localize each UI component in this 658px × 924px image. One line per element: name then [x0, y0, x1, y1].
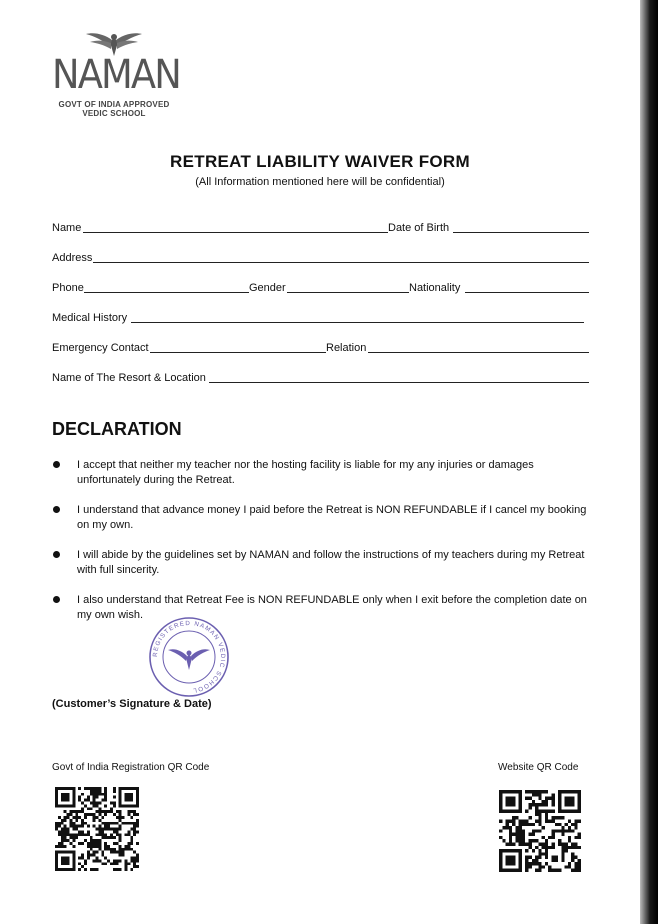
- gender-line[interactable]: [287, 292, 409, 293]
- medical-history-field[interactable]: [52, 310, 584, 326]
- row-resort: [52, 370, 589, 386]
- emergency-contact-label: Emergency Contact: [52, 342, 149, 354]
- nationality-line[interactable]: [465, 292, 589, 293]
- signature-label: (Customer’s Signature & Date): [52, 698, 212, 710]
- logo-tagline-1: GOVT OF INDIA APPROVED: [58, 100, 170, 109]
- form-title: RETREAT LIABILITY WAIVER FORM: [170, 152, 470, 171]
- medical-history-label: Medical History: [52, 312, 128, 324]
- bullet-icon: [53, 596, 60, 603]
- registration-qr-code[interactable]: [53, 787, 141, 871]
- medical-history-line[interactable]: [131, 322, 584, 323]
- declaration-text: I understand that advance money I paid before the Retreat is NON REFUNDABLE if I cancel my booking on my own.: [77, 504, 587, 531]
- phone-line[interactable]: [84, 292, 249, 293]
- nationality-label: Nationality: [409, 282, 461, 294]
- emergency-contact-field[interactable]: [52, 340, 326, 356]
- relation-line[interactable]: [368, 352, 589, 353]
- declaration-text: I also understand that Retreat Fee is NON REFUNDABLE only when I exit before the completion date on my own wish.: [77, 594, 587, 621]
- name-label: Name: [52, 222, 82, 234]
- emergency-contact-line[interactable]: [150, 352, 326, 353]
- website-qr-label: Website QR Code: [498, 762, 579, 773]
- school-stamp: [148, 616, 230, 698]
- logo-wordmark: NAMAN: [52, 52, 180, 98]
- resort-field[interactable]: [52, 370, 589, 386]
- bullet-icon: [53, 551, 60, 558]
- logo-tagline-2: VEDIC SCHOOL: [82, 109, 146, 118]
- naman-logo: [52, 28, 178, 120]
- declaration-text: I accept that neither my teacher nor the hosting facility is liable for my any injuries or damages unfortunately during the Retreat.: [77, 459, 534, 486]
- name-field[interactable]: [52, 220, 388, 236]
- registration-qr-label: Govt of India Registration QR Code: [52, 762, 210, 773]
- name-line[interactable]: [83, 232, 388, 233]
- declaration-text: I will abide by the guidelines set by NAMAN and follow the instructions of my teachers during my Retreat with full sincerity.: [77, 549, 585, 576]
- row-medical-history: [52, 310, 589, 326]
- form-subtitle: (All Information mentioned here will be confidential): [195, 176, 445, 188]
- gender-field[interactable]: [249, 280, 409, 296]
- resort-label: Name of The Resort & Location: [52, 372, 206, 384]
- dob-label: Date of Birth: [388, 222, 450, 234]
- phone-field[interactable]: [52, 280, 249, 296]
- address-label: Address: [52, 252, 93, 264]
- bullet-icon: [53, 461, 60, 468]
- stamp-text: REGISTERED NAMAN VEDIC SCHOOL: [151, 619, 227, 694]
- relation-label: Relation: [326, 342, 367, 354]
- resort-line[interactable]: [209, 382, 589, 383]
- website-qr-code[interactable]: [499, 790, 581, 872]
- bullet-icon: [53, 506, 60, 513]
- dob-field[interactable]: [388, 220, 589, 236]
- dob-line[interactable]: [453, 232, 589, 233]
- row-phone-gender-nationality: [52, 280, 589, 296]
- stamp-eagle-icon: [168, 649, 210, 670]
- relation-field[interactable]: [326, 340, 589, 356]
- phone-label: Phone: [52, 282, 84, 294]
- address-line[interactable]: [93, 262, 589, 263]
- declaration-title: DECLARATION: [52, 419, 182, 439]
- nationality-field[interactable]: [409, 280, 589, 296]
- page-edge-shadow: [640, 0, 658, 924]
- row-name-dob: [52, 220, 589, 236]
- address-field[interactable]: [52, 250, 589, 266]
- gender-label: Gender: [249, 282, 286, 294]
- row-emergency-relation: [52, 340, 589, 356]
- row-address: [52, 250, 589, 266]
